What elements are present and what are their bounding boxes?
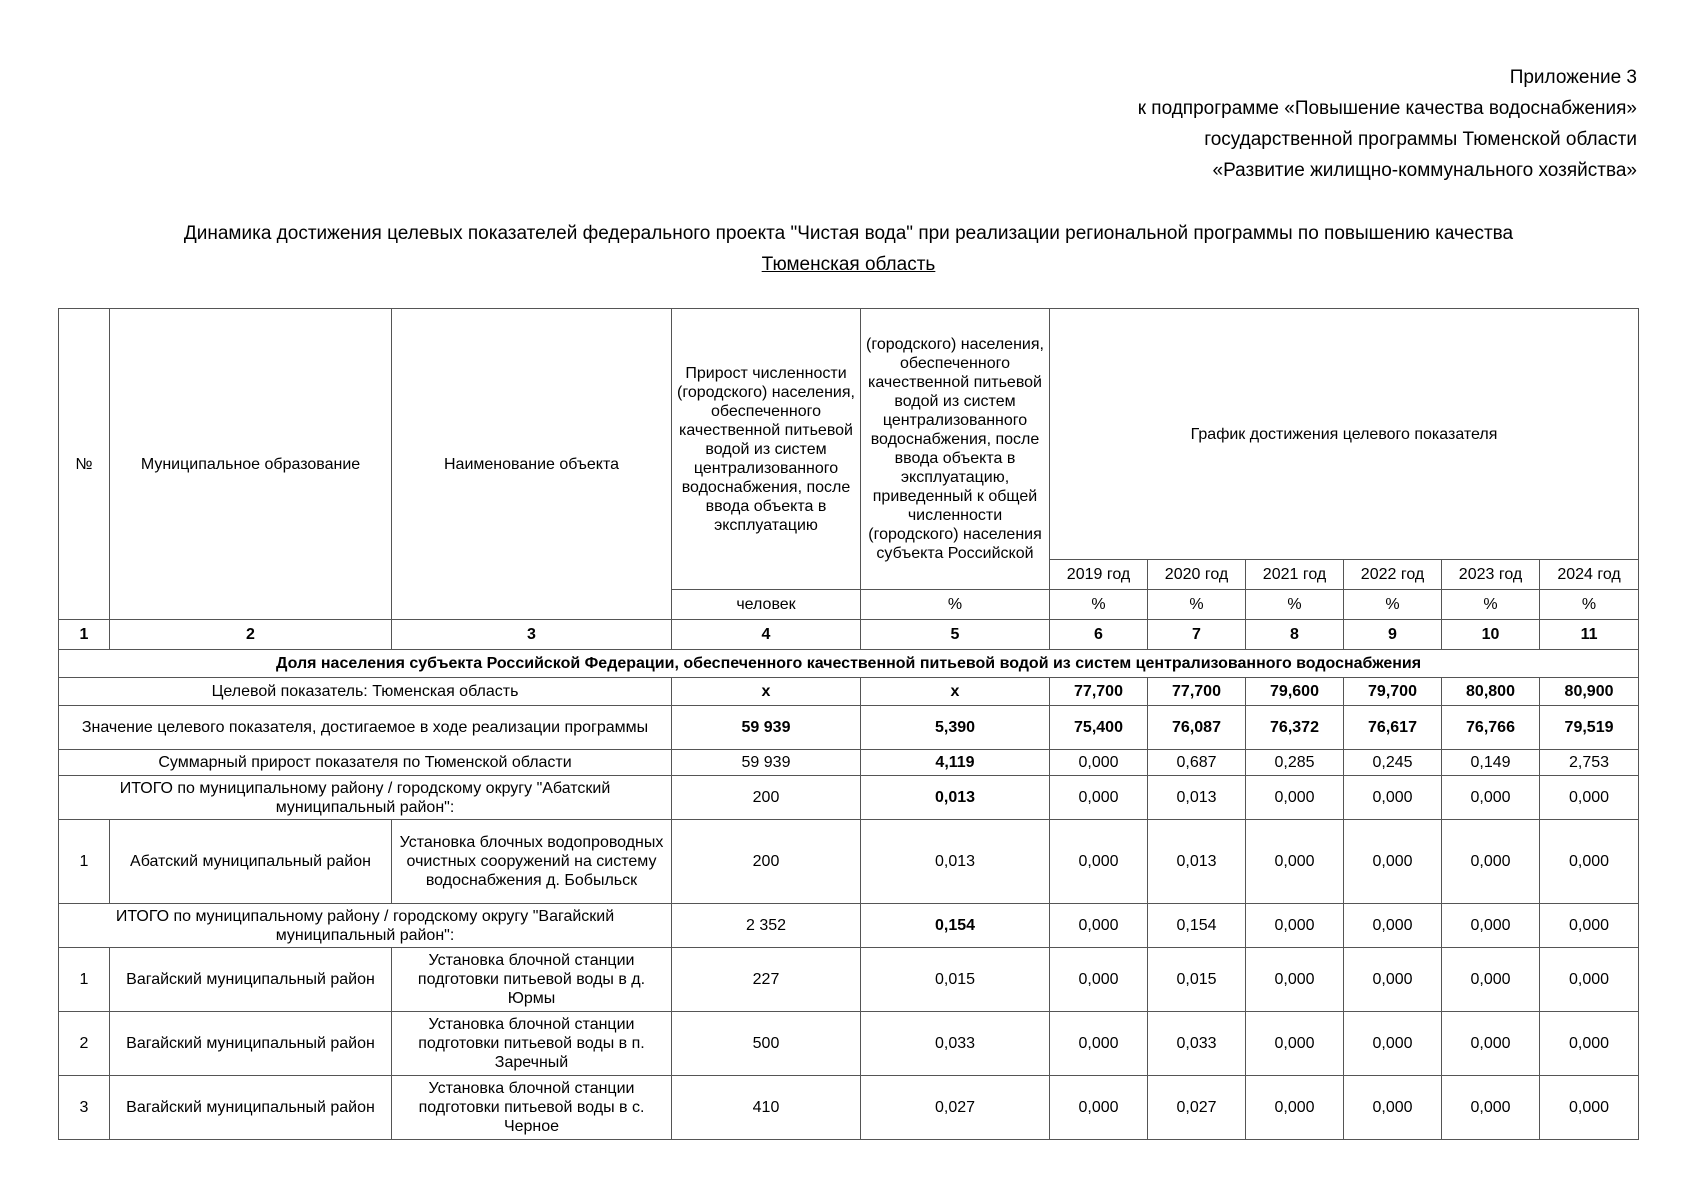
indicators-table (58, 308, 1639, 1140)
appendix-line: к подпрограмме «Повышение качества водоснабжения» (1137, 98, 1637, 119)
achieved-value: 76,372 (1246, 706, 1344, 750)
unit-percent: % (1148, 590, 1246, 620)
document-title (0, 218, 1697, 280)
target-label: Целевой показатель: Тюменская область (59, 678, 672, 706)
appendix-line: государственной программы Тюменской области (1204, 129, 1637, 150)
header-year: 2023 год (1442, 560, 1540, 590)
subtotal-value: 0,000 (1050, 776, 1148, 820)
total-increase-value: 0,285 (1246, 750, 1344, 776)
row-people: 500 (672, 1012, 861, 1076)
row-num: 1 (59, 948, 110, 1012)
header-increase: Прирост численности (городского) населения, обеспеченного качественной питьевой водой из систем централизованного водоснабжения, после ввода объекта в эксплуатацию (672, 309, 861, 590)
subtotal-percent: 0,013 (861, 776, 1050, 820)
row-object: Установка блочной станции подготовки питьевой воды в д. Юрмы (392, 948, 672, 1012)
row-value: 0,015 (1148, 948, 1246, 1012)
unit-percent: % (1246, 590, 1344, 620)
target-row (59, 678, 1639, 706)
subtotal-value: 0,154 (1148, 904, 1246, 948)
achieved-value: 76,087 (1148, 706, 1246, 750)
title-main: Динамика достижения целевых показателей федерального проекта "Чистая вода" при реализации региональной программы по повышению качества (183, 223, 1514, 244)
row-municipality: Абатский муниципальный район (110, 820, 392, 904)
row-value: 0,000 (1344, 1012, 1442, 1076)
subtotal-label: ИТОГО по муниципальному району / городскому округу "Абатский муниципальный район": (59, 776, 672, 820)
unit-percent: % (1344, 590, 1442, 620)
row-value: 0,000 (1540, 1076, 1639, 1140)
achieved-value: 76,766 (1442, 706, 1540, 750)
row-value: 0,000 (1246, 820, 1344, 904)
target-value: 80,800 (1442, 678, 1540, 706)
column-number: 8 (1246, 620, 1344, 650)
achieved-people: 59 939 (672, 706, 861, 750)
header-share: (городского) населения, обеспеченного качественной питьевой водой из систем централизованного водоснабжения, после ввода объекта в эксплуатацию, приведенный к общей численности (городского) населения субъекта Российской (866, 336, 1044, 562)
subtotal-value: 0,000 (1344, 904, 1442, 948)
row-value: 0,000 (1540, 1012, 1639, 1076)
unit-people: человек (672, 590, 861, 620)
subtotal-value: 0,000 (1540, 904, 1639, 948)
subtotal-value: 0,000 (1442, 776, 1540, 820)
target-value: 79,700 (1344, 678, 1442, 706)
subtotal-row (59, 904, 1639, 948)
row-municipality: Вагайский муниципальный район (110, 948, 392, 1012)
target-value: 79,600 (1246, 678, 1344, 706)
total-increase-value: 0,245 (1344, 750, 1442, 776)
row-value: 0,000 (1344, 948, 1442, 1012)
section-row (59, 650, 1639, 678)
row-value: 0,000 (1050, 1076, 1148, 1140)
row-object: Установка блочной станции подготовки питьевой воды в п. Заречный (392, 1012, 672, 1076)
row-value: 0,000 (1442, 820, 1540, 904)
row-value: 0,000 (1540, 820, 1639, 904)
header-year: 2020 год (1148, 560, 1246, 590)
object-row (59, 1076, 1639, 1140)
column-number: 5 (861, 620, 1050, 650)
subtotal-value: 0,000 (1344, 776, 1442, 820)
row-municipality: Вагайский муниципальный район (110, 1076, 392, 1140)
achieved-value: 75,400 (1050, 706, 1148, 750)
header-share-cell (861, 309, 1050, 590)
row-value: 0,000 (1246, 1076, 1344, 1140)
header-object: Наименование объекта (392, 309, 672, 620)
achieved-label: Значение целевого показателя, достигаемое в ходе реализации программы (59, 706, 672, 750)
column-number: 3 (392, 620, 672, 650)
row-percent: 0,015 (861, 948, 1050, 1012)
column-number: 4 (672, 620, 861, 650)
header-year: 2022 год (1344, 560, 1442, 590)
row-value: 0,000 (1442, 1012, 1540, 1076)
header-schedule: График достижения целевого показателя (1050, 309, 1639, 560)
row-percent: 0,027 (861, 1076, 1050, 1140)
column-number: 6 (1050, 620, 1148, 650)
unit-percent: % (1442, 590, 1540, 620)
unit-percent: % (1050, 590, 1148, 620)
subtotal-value: 0,013 (1148, 776, 1246, 820)
header-year: 2019 год (1050, 560, 1148, 590)
appendix-note (1138, 62, 1637, 186)
row-people: 200 (672, 820, 861, 904)
row-value: 0,000 (1050, 1012, 1148, 1076)
row-municipality: Вагайский муниципальный район (110, 1012, 392, 1076)
row-num: 2 (59, 1012, 110, 1076)
object-row (59, 1012, 1639, 1076)
total-increase-row (59, 750, 1639, 776)
target-value: 77,700 (1050, 678, 1148, 706)
target-value: 77,700 (1148, 678, 1246, 706)
total-increase-value: 0,149 (1442, 750, 1540, 776)
total-increase-value: 0,000 (1050, 750, 1148, 776)
achieved-percent: 5,390 (861, 706, 1050, 750)
row-percent: 0,013 (861, 820, 1050, 904)
subtotal-value: 0,000 (1246, 904, 1344, 948)
column-number: 2 (110, 620, 392, 650)
achieved-value: 76,617 (1344, 706, 1442, 750)
achieved-value: 79,519 (1540, 706, 1639, 750)
row-value: 0,027 (1148, 1076, 1246, 1140)
header-year: 2021 год (1246, 560, 1344, 590)
target-percent: х (861, 678, 1050, 706)
header-row (59, 309, 1639, 560)
column-number: 1 (59, 620, 110, 650)
row-value: 0,000 (1050, 820, 1148, 904)
row-object: Установка блочной станции подготовки питьевой воды в с. Черное (392, 1076, 672, 1140)
appendix-line: «Развитие жилищно-коммунального хозяйства» (1212, 160, 1637, 181)
subtotal-label: ИТОГО по муниципальному району / городскому округу "Вагайский муниципальный район": (59, 904, 672, 948)
header-year: 2024 год (1540, 560, 1639, 590)
subtotal-people: 2 352 (672, 904, 861, 948)
target-people: х (672, 678, 861, 706)
unit-percent: % (861, 590, 1050, 620)
subtotal-value: 0,000 (1050, 904, 1148, 948)
column-number: 11 (1540, 620, 1639, 650)
row-value: 0,000 (1246, 1012, 1344, 1076)
row-percent: 0,033 (861, 1012, 1050, 1076)
unit-percent: % (1540, 590, 1639, 620)
row-num: 1 (59, 820, 110, 904)
subtotal-value: 0,000 (1246, 776, 1344, 820)
column-number: 7 (1148, 620, 1246, 650)
subtotal-row (59, 776, 1639, 820)
row-people: 410 (672, 1076, 861, 1140)
subtotal-people: 200 (672, 776, 861, 820)
row-value: 0,033 (1148, 1012, 1246, 1076)
total-increase-value: 0,687 (1148, 750, 1246, 776)
row-num: 3 (59, 1076, 110, 1140)
row-value: 0,000 (1344, 820, 1442, 904)
row-value: 0,000 (1540, 948, 1639, 1012)
achieved-row (59, 706, 1639, 750)
title-region: Тюменская область (761, 254, 936, 275)
column-number: 9 (1344, 620, 1442, 650)
row-value: 0,013 (1148, 820, 1246, 904)
subtotal-value: 0,000 (1442, 904, 1540, 948)
appendix-line: Приложение 3 (1509, 67, 1637, 88)
header-num: № (59, 309, 110, 620)
row-value: 0,000 (1344, 1076, 1442, 1140)
row-object: Установка блочных водопроводных очистных сооружений на систему водоснабжения д. Бобыльск (392, 820, 672, 904)
row-people: 227 (672, 948, 861, 1012)
total-increase-value: 2,753 (1540, 750, 1639, 776)
total-increase-percent: 4,119 (861, 750, 1050, 776)
total-increase-people: 59 939 (672, 750, 861, 776)
header-municipality: Муниципальное образование (110, 309, 392, 620)
section-title: Доля населения субъекта Российской Федерации, обеспеченного качественной питьевой водой из систем централизованного водоснабжения (59, 650, 1639, 678)
column-number: 10 (1442, 620, 1540, 650)
column-numbers-row (59, 620, 1639, 650)
subtotal-value: 0,000 (1540, 776, 1639, 820)
object-row (59, 948, 1639, 1012)
object-row (59, 820, 1639, 904)
target-value: 80,900 (1540, 678, 1639, 706)
subtotal-percent: 0,154 (861, 904, 1050, 948)
row-value: 0,000 (1050, 948, 1148, 1012)
row-value: 0,000 (1442, 948, 1540, 1012)
row-value: 0,000 (1246, 948, 1344, 1012)
row-value: 0,000 (1442, 1076, 1540, 1140)
total-increase-label: Суммарный прирост показателя по Тюменской области (59, 750, 672, 776)
